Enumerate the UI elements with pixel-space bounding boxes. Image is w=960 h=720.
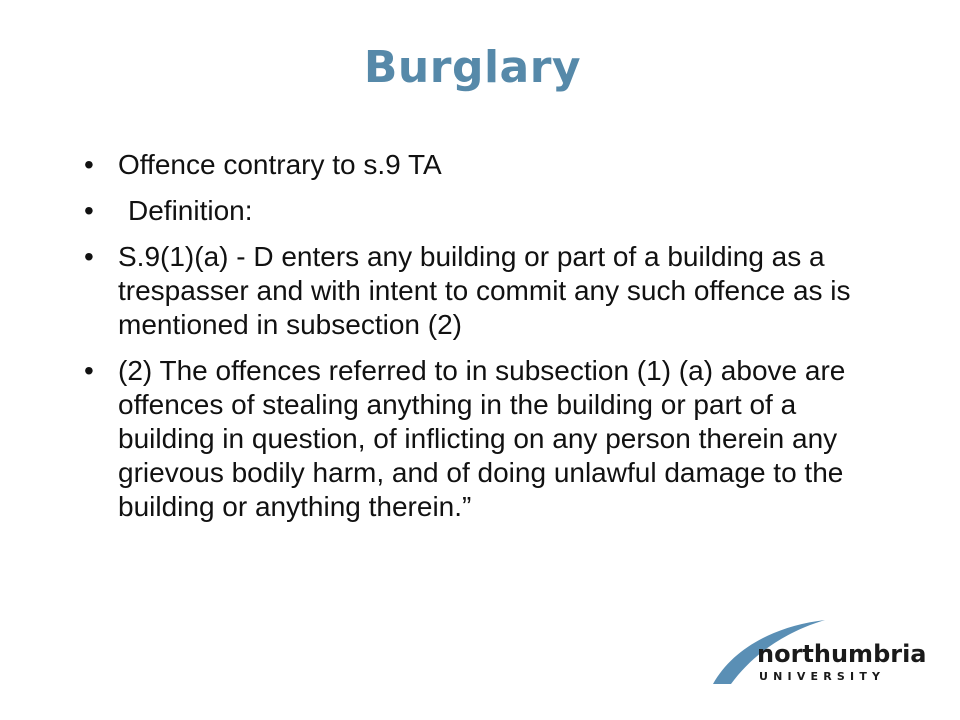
bullet-text: Offence contrary to s.9 TA bbox=[118, 149, 442, 180]
logo-graphic bbox=[705, 618, 927, 688]
bullet-list bbox=[84, 148, 894, 536]
slide-title: Burglary bbox=[363, 42, 582, 93]
logo-subtitle: UNIVERSITY bbox=[759, 670, 886, 683]
northumbria-logo bbox=[705, 618, 927, 688]
bullet-item bbox=[84, 354, 894, 524]
logo-name: northumbria bbox=[757, 640, 927, 668]
bullet-text: Definition: bbox=[128, 195, 253, 226]
bullet-icon: • bbox=[84, 195, 94, 226]
bullet-item bbox=[84, 240, 894, 342]
bullet-icon: • bbox=[84, 241, 94, 272]
bullet-icon: • bbox=[84, 355, 94, 386]
bullet-item bbox=[84, 148, 894, 182]
bullet-text: (2) The offences referred to in subsection (1) (a) above are offences of stealing anything in the building or part of a building in question, of inflicting on any person therein any grievous bodily harm, and of doing unlawful damage to the building or anything therein.” bbox=[118, 355, 846, 522]
bullet-item bbox=[84, 194, 894, 228]
bullet-text: S.9(1)(a) - D enters any building or part of a building as a trespasser and with intent to commit any such offence as is mentioned in subsection (2) bbox=[118, 241, 851, 340]
bullet-icon: • bbox=[84, 149, 94, 180]
